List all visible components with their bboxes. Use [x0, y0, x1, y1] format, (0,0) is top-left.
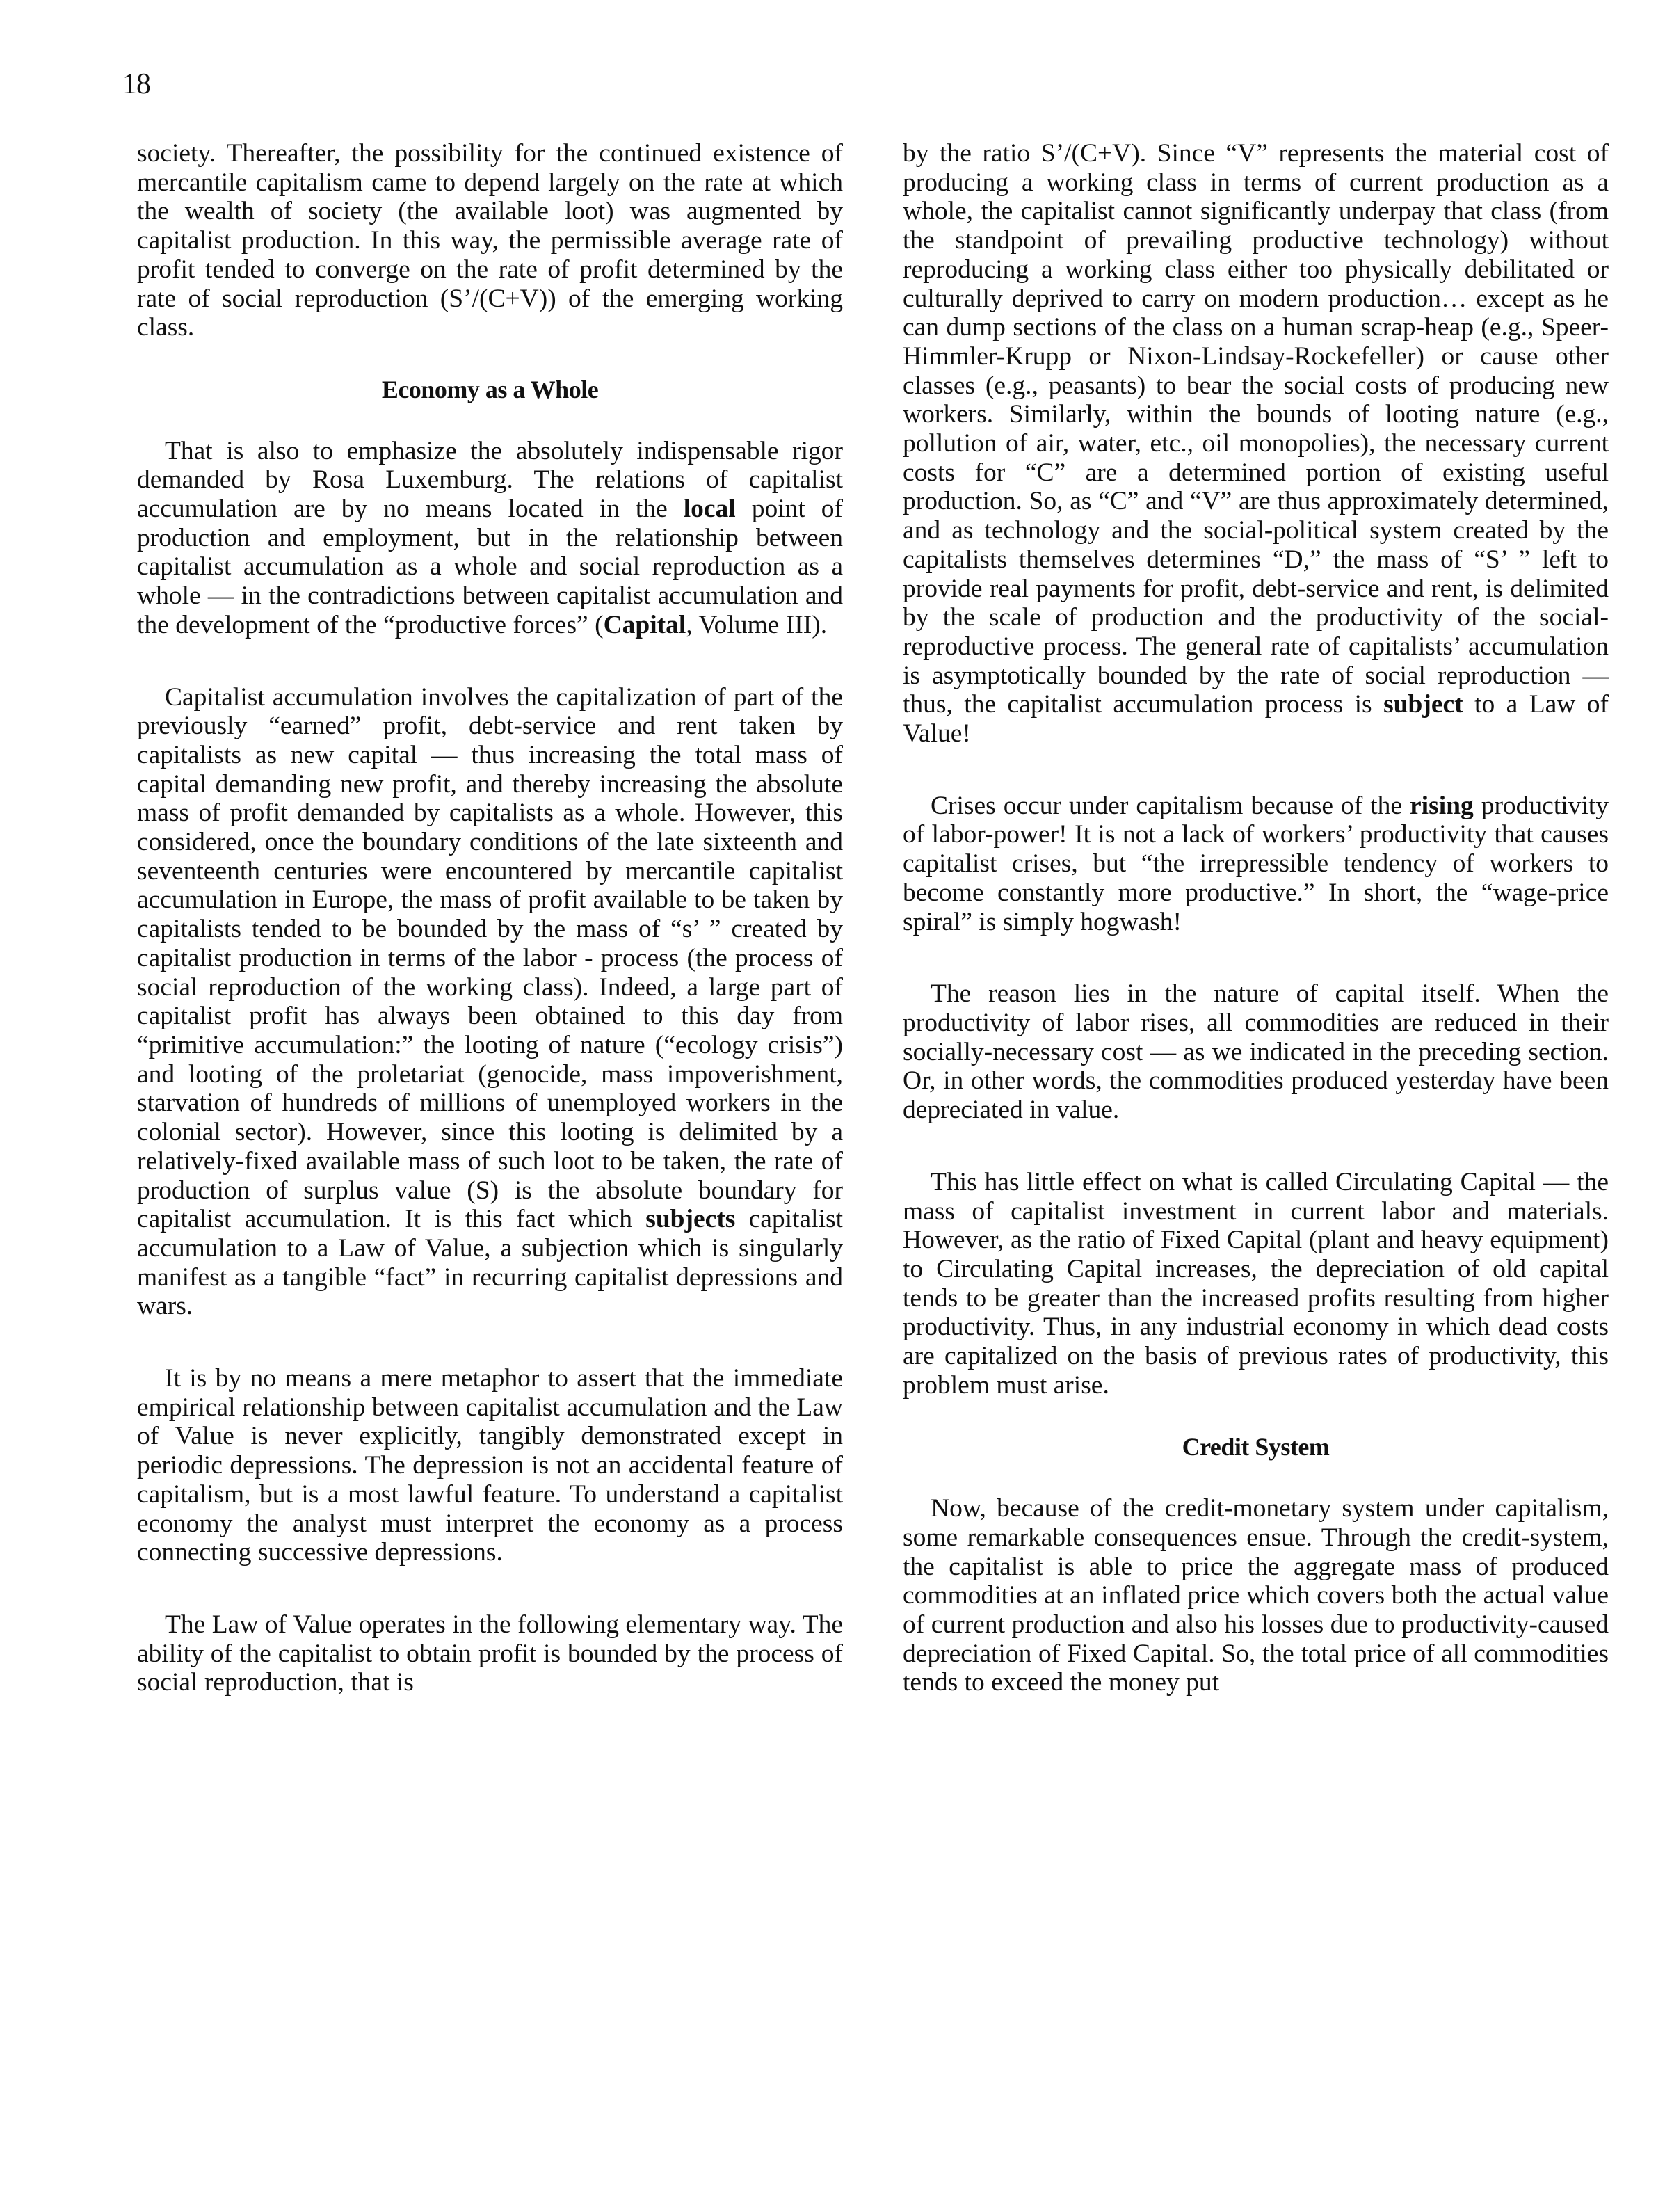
paragraph-text: by the ratio S’/(C+V). Since “V” represents the material cost of producing a working class in terms of current production as a whole, the capitalist cannot significantly underpay that class (from the standpoint of prevailing productive technology) without reproducing a working class either too physically debilitated or culturally deprived to carry on modern production… except as he can dump sections of the class on a human scrap-heap (e.g., Speer-Himmler-Krupp or Nixon-Lindsay-Rockefeller) or cause other classes (e.g., peasants) to bear the social costs of producing new workers. Similarly, within the bounds of looting nature (e.g., pollution of air, water, etc., oil monopolies), the necessary current costs for “C” are a determined portion of existing useful production. So, as “C” and “V” are thus approximately determined, and as technology and the social-political system created by the capitalists themselves determines “D,” the mass of “S’ ” left to provide real payments for profit, debt-service and rent, is delimited by the scale of production and the productivity of the social-reproductive process. The general rate of capitalists’ accumulation is asymptotically bounded by the rate of social reproduction — thus, the capitalist accumulation process is: [903, 139, 1609, 719]
section-heading-economy-as-a-whole: Economy as a Whole: [381, 375, 599, 403]
bold-emphasis-local: local: [683, 495, 736, 524]
paragraph-text: The reason lies in the nature of capital itself. When the productivity of labor rises, all commodities are reduced in their socially-necessary cost — as we indicated in the preceding section. Or, in other words, the commodities produced yesterday have been depreciated in value.: [903, 979, 1609, 1125]
paragraph-text: point of production and employment, but in the relationship between capitalist accumulation as a whole and social reproduction as a whole — in the contradictions between capitalist accumulation and the development of the “productive forces” (: [137, 495, 843, 639]
paragraph-text: This has little effect on what is called Circulating Capital — the mass of capitalist investment in current labor and materials. However, as the ratio of Fixed Capital (plant and heavy equipment) to Circulating Capital increases, the depreciation of old capital tends to be greater than the increased profits resulting from higher productivity. Thus, in any industrial economy in which dead costs are capitalized on the basis of previous rates of productivity, this problem must arise.: [903, 1167, 1609, 1400]
section-heading-credit-system: Credit System: [1182, 1433, 1330, 1461]
bold-emphasis-rising: rising: [1410, 791, 1474, 820]
paragraph-nature-of-capital: [903, 979, 1609, 1125]
paragraph-text: , Volume III).: [686, 610, 828, 639]
paragraph-rosa-luxemburg: [137, 437, 843, 640]
paragraph-text: It is by no means a mere metaphor to assert that the immediate empirical relationship between capitalist accumulation and the Law of Value is never explicitly, tangibly demonstrated except in periodic depressions. The depression is not an accidental feature of capitalism, but is a most lawful feature. To understand a capitalist economy the analyst must interpret the economy as a process connecting successive depressions.: [137, 1364, 843, 1567]
left-column: [137, 139, 843, 1697]
paragraph-text: Capitalist accumulation involves the capitalization of part of the previously “earned” profit, debt-service and rent taken by capitalists as new capital — thus increasing the total mass of capital demanding new profit, and thereby increasing the absolute mass of profit demanded by capitalists as a whole. However, this considered, once the boundary conditions of the late sixteenth and seventeenth centuries were encountered by mercantile capitalist accumulation in Europe, the mass of profit available to be taken by capitalists tended to be bounded by the mass of “s’ ” created by capitalist production in terms of the labor - process (the process of social reproduction of the working class). Indeed, a large part of capitalist profit has always been obtained to this day from “primitive accumulation:” the looting of nature (“ecology crisis”) and looting of the proletariat (genocide, mass impoverishment, starvation of hundreds of millions of unemployed workers in the colonial sector). However, since this looting is delimited by a relatively-fixed available mass of such loot to be taken, the rate of production of surplus value (S) is the absolute boundary for capitalist accumulation. It is this fact which: [137, 682, 843, 1234]
bold-emphasis-subject: subject: [1383, 690, 1463, 719]
paragraph-credit-monetary-system: [903, 1494, 1609, 1697]
bold-emphasis-capital: Capital: [603, 610, 686, 639]
paragraph-text: productivity of labor-power! It is not a lack of workers’ productivity that causes capitalist crises, but “the irrepressible tendency of workers to become constantly more productive.” In short, the “wage-price spiral” is simply hogwash!: [903, 791, 1609, 936]
paragraph-text: That is also to emphasize the absolutely indispensable rigor demanded by Rosa Luxemburg. The relations of capitalist accumulation are by no means located in the: [137, 436, 843, 524]
paragraph-law-of-value-operates: [137, 1610, 843, 1697]
paragraph-mere-metaphor: [137, 1364, 843, 1567]
paragraph-text: The Law of Value operates in the following elementary way. The ability of the capitalist to obtain profit is bounded by the process of social reproduction, that is: [137, 1610, 843, 1697]
paragraph-text: Crises occur under capitalism because of the: [931, 791, 1410, 820]
paragraph-text: society. Thereafter, the possibility for the continued existence of mercantile capitalism came to depend largely on the rate at which the wealth of society (the available loot) was augmented by capitalist production. In this way, the permissible average rate of profit tended to converge on the rate of profit determined by the rate of social reproduction (S’/(C+V)) of the emerging working class.: [137, 139, 843, 342]
paragraph-text: to a Law of Value!: [903, 690, 1609, 748]
bold-emphasis-subjects: subjects: [645, 1205, 736, 1234]
paragraph-capitalist-accumulation: [137, 683, 843, 1321]
paragraph-ratio-s-over-cv: [903, 139, 1609, 748]
page-number: 18: [122, 68, 150, 100]
paragraph-society-thereafter: [137, 139, 843, 342]
paragraph-text: capitalist accumulation to a Law of Value, a subjection which is singularly manifest as a tangible “fact” in recurring capitalist depressions and wars.: [137, 1205, 843, 1321]
paragraph-crises-occur: [903, 792, 1609, 937]
paragraph-text: Now, because of the credit-monetary system under capitalism, some remarkable consequences ensue. Through the credit-system, the capitalist is able to price the aggregate mass of produced commodities at an inflated price which covers both the actual value of current production and also his losses due to productivity-caused depreciation of Fixed Capital. So, the total price of all commodities tends to exceed the money put: [903, 1494, 1609, 1697]
right-column: [903, 139, 1609, 1697]
paragraph-circulating-capital: [903, 1168, 1609, 1400]
